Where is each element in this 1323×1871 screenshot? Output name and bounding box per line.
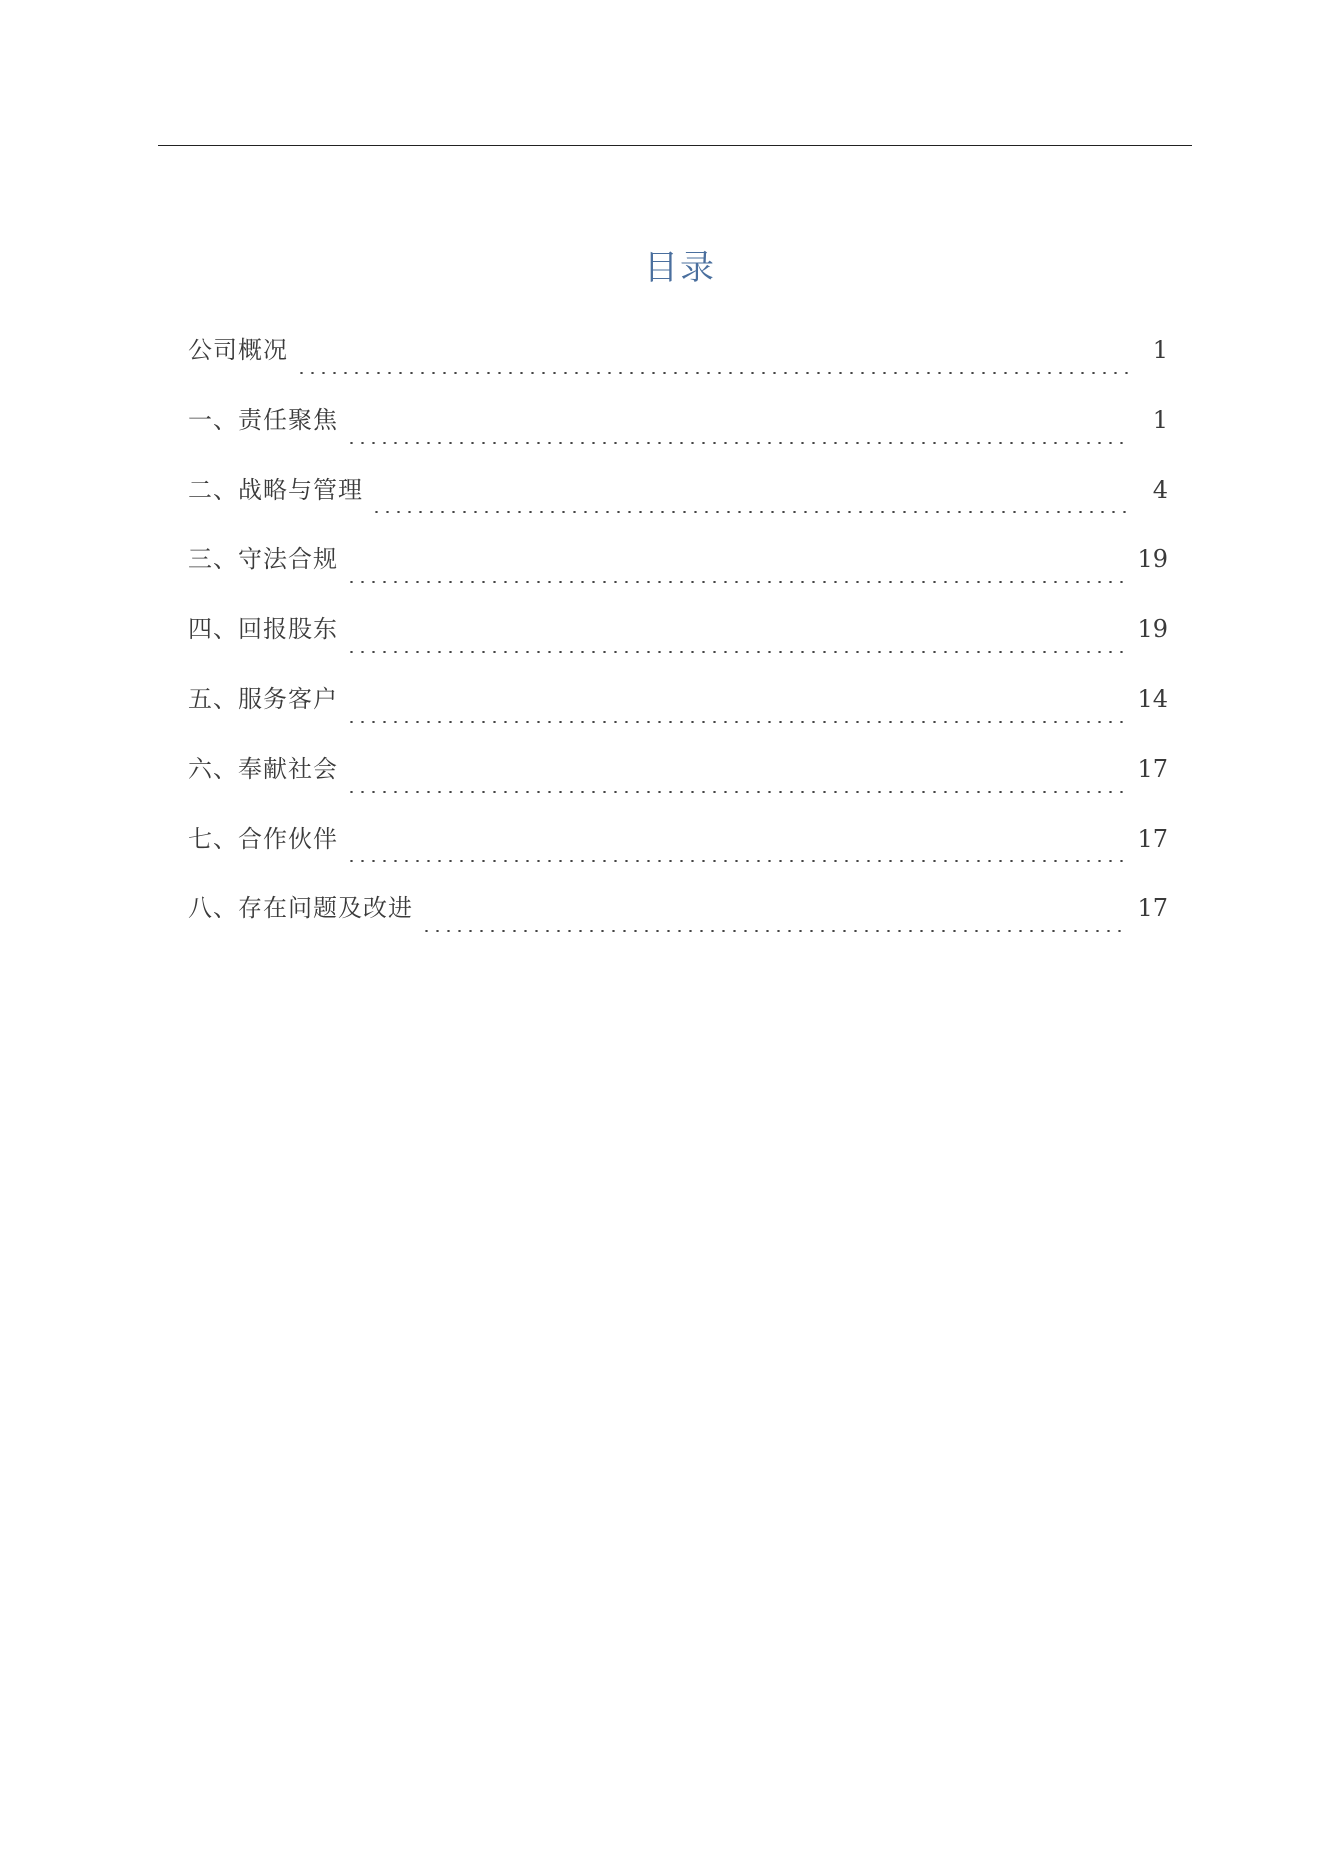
toc-entry-page: 17 xyxy=(1137,894,1168,923)
toc-entry[interactable] xyxy=(188,609,1168,679)
toc-entry-label: 四、回报股东 xyxy=(188,615,338,644)
toc-entry-page: 17 xyxy=(1137,824,1168,853)
toc-title: 目录 xyxy=(644,248,716,288)
toc-entry-label: 六、奉献社会 xyxy=(188,754,338,783)
toc-entry-page: 14 xyxy=(1137,684,1168,713)
toc-dot-leader xyxy=(346,791,1127,793)
toc-dot-leader xyxy=(346,721,1127,723)
toc-entry-page: 17 xyxy=(1137,754,1168,783)
toc-dot-leader xyxy=(346,442,1130,444)
toc-entry-label: 七、合作伙伴 xyxy=(188,824,338,853)
toc-entry[interactable] xyxy=(188,539,1168,609)
toc-entry-label: 二、战略与管理 xyxy=(188,475,363,504)
toc-entry-label: 八、存在问题及改进 xyxy=(188,894,413,923)
toc-entry-page: 19 xyxy=(1137,545,1168,574)
toc-entry-label: 五、服务客户 xyxy=(188,684,338,713)
toc-entry-page: 1 xyxy=(1152,405,1168,434)
toc-entry-label: 三、守法合规 xyxy=(188,545,338,574)
toc-entry-label: 一、责任聚焦 xyxy=(188,405,338,434)
toc-dot-leader xyxy=(346,581,1127,583)
toc-entry[interactable] xyxy=(188,679,1168,749)
toc-entry[interactable] xyxy=(188,749,1168,819)
toc-list xyxy=(188,330,1168,958)
toc-entry[interactable] xyxy=(188,330,1168,400)
toc-entry-page: 1 xyxy=(1152,336,1168,364)
toc-entry-page: 19 xyxy=(1137,615,1168,644)
toc-entry[interactable] xyxy=(188,819,1168,889)
toc-dot-leader xyxy=(346,651,1127,653)
toc-entry[interactable] xyxy=(188,888,1168,958)
toc-entry[interactable] xyxy=(188,470,1168,540)
toc-entry-page: 4 xyxy=(1152,475,1168,504)
toc-dot-leader xyxy=(346,860,1127,862)
toc-entry[interactable] xyxy=(188,400,1168,470)
toc-dot-leader xyxy=(371,511,1130,513)
toc-dot-leader xyxy=(296,372,1130,374)
toc-entry-label: 公司概况 xyxy=(188,336,288,364)
toc-dot-leader xyxy=(421,930,1127,932)
header-rule xyxy=(158,145,1192,146)
